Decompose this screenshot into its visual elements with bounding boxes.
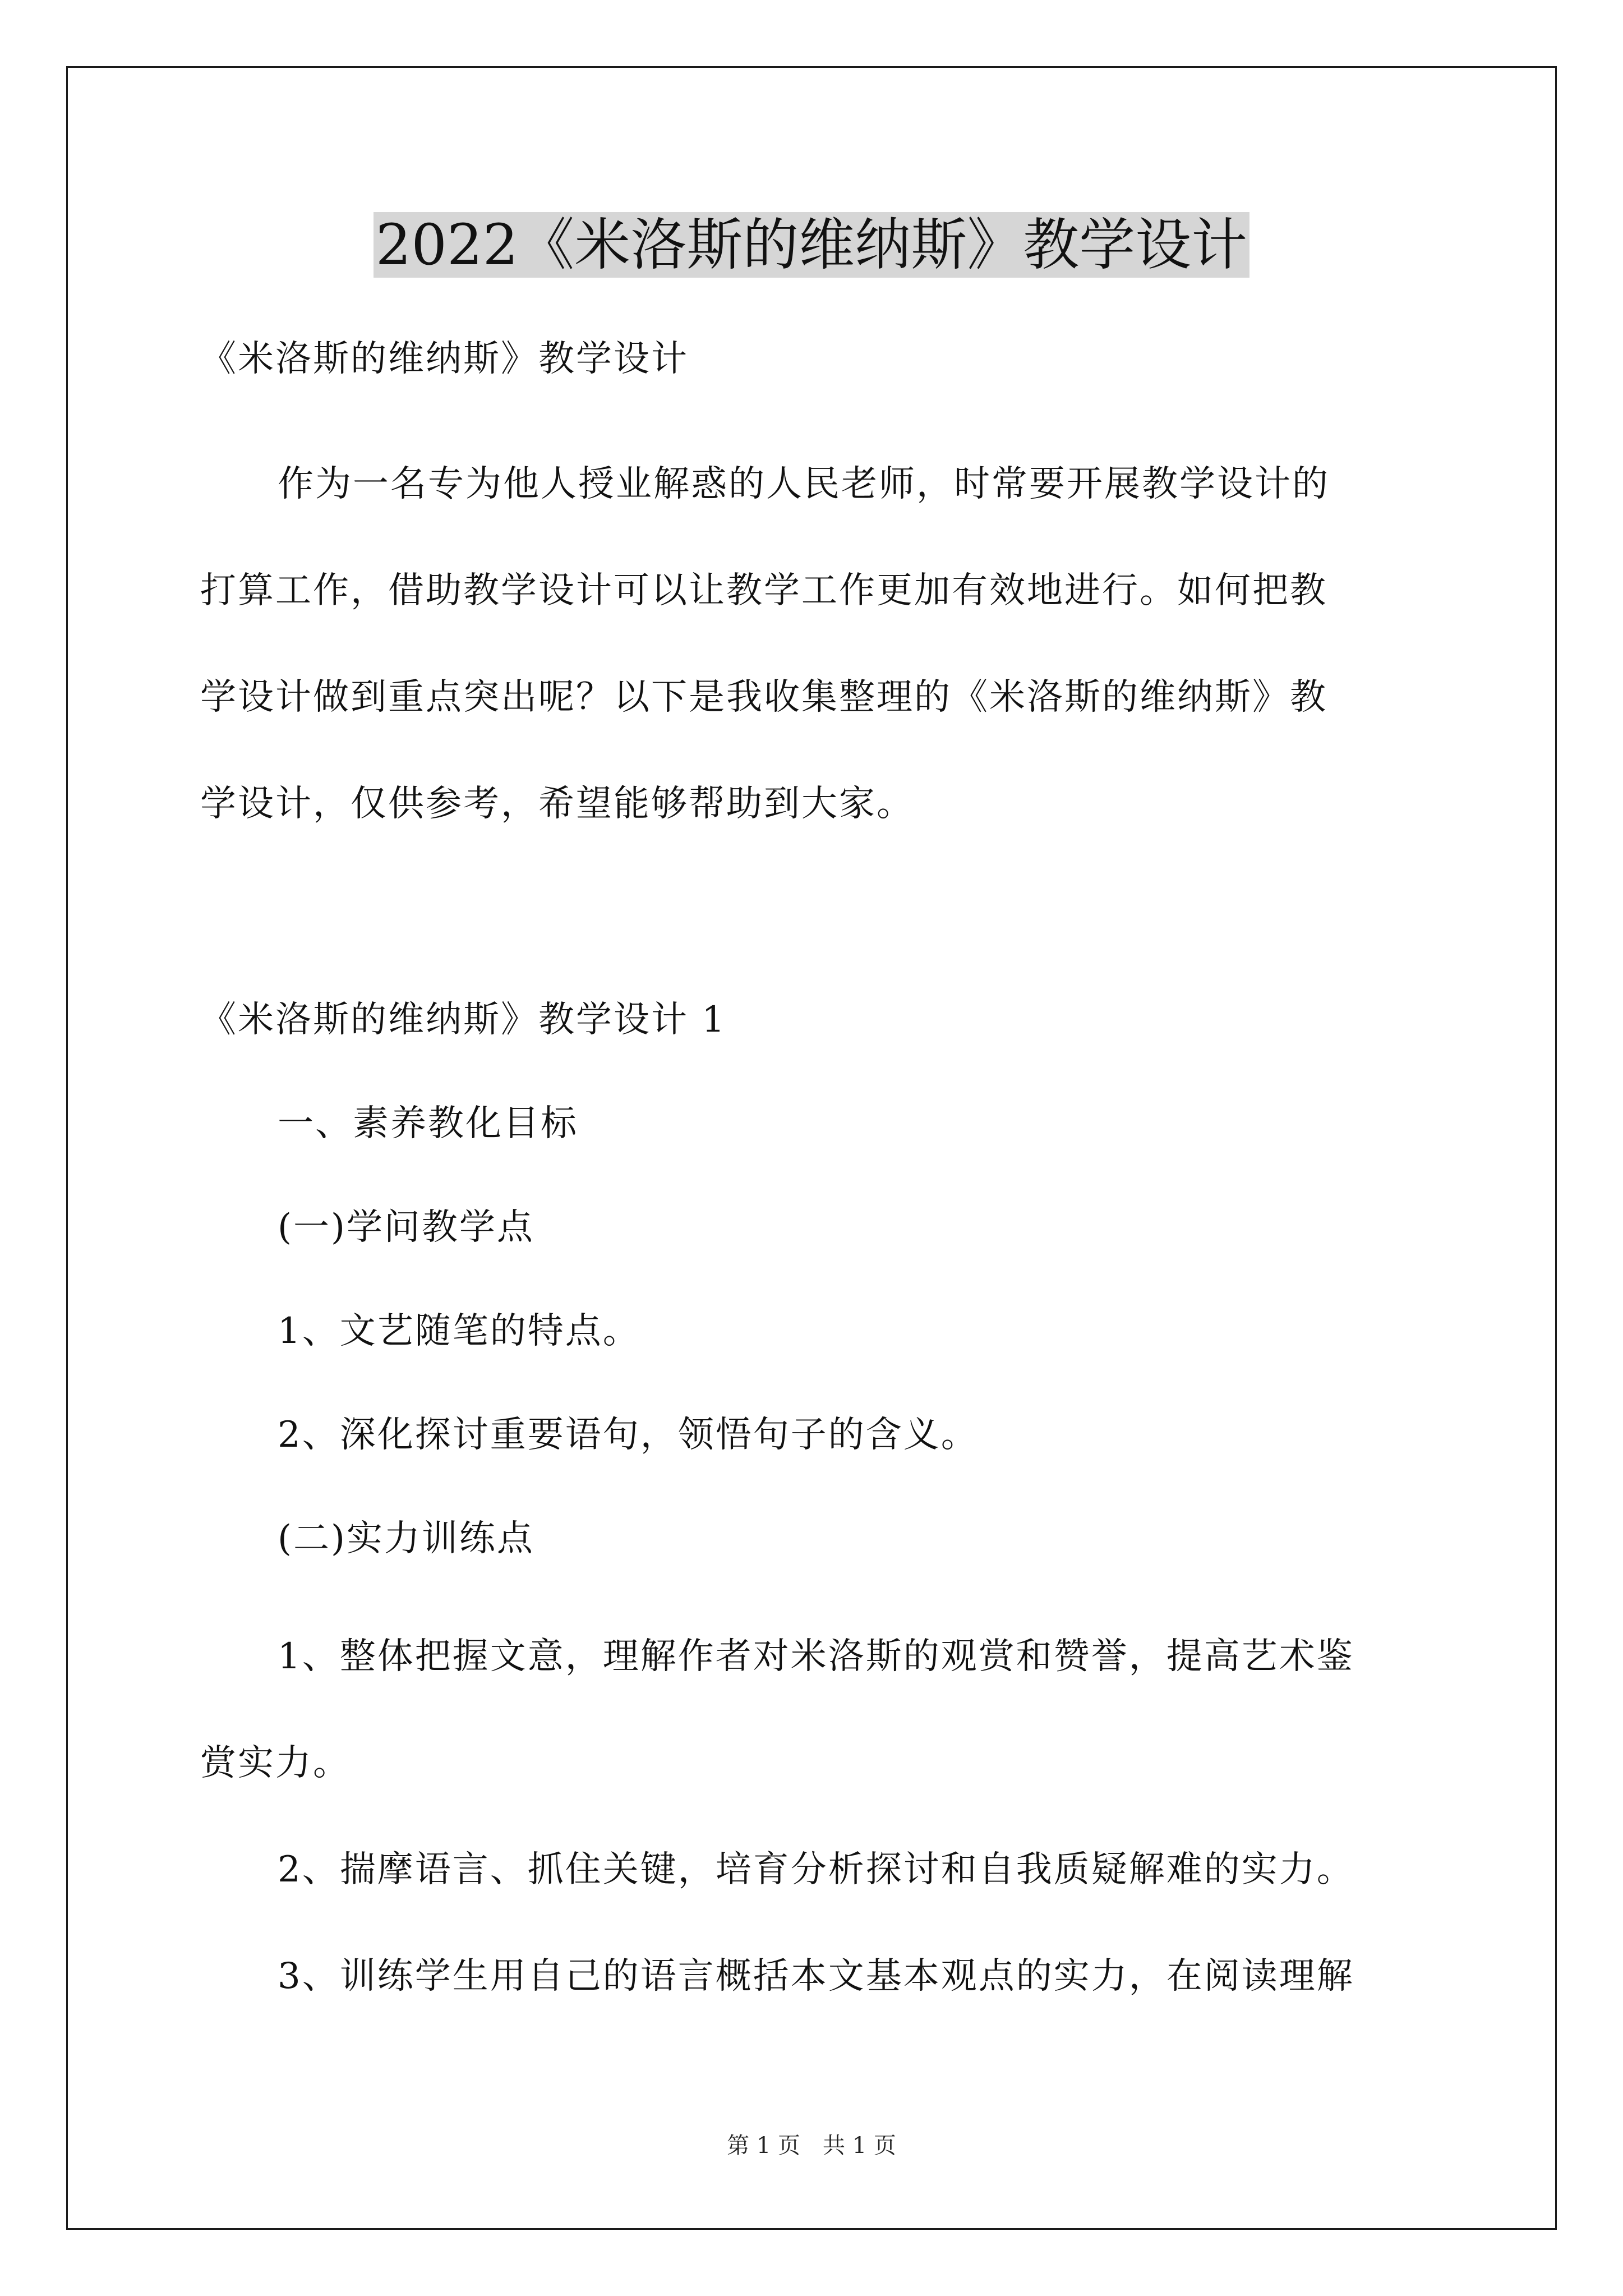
list-item: 3、训练学生用自己的语言概括本文基本观点的实力，在阅读理解 [278, 1955, 1354, 1997]
list-item: 2、深化探讨重要语句，领悟句子的含义。 [278, 1414, 979, 1456]
section-heading: 《米洛斯的维纳斯》教学设计 1 [200, 999, 727, 1041]
section-subheading: (一)学问教学点 [278, 1207, 534, 1248]
page-border [66, 66, 1557, 2230]
paragraph-line: 作为一名专为他人授业解惑的人民老师，时常要开展教学设计的 [278, 463, 1330, 505]
list-item: 2、揣摩语言、抓住关键，培育分析探讨和自我质疑解难的实力。 [278, 1849, 1354, 1890]
paragraph-line: 学设计做到重点突出呢？以下是我收集整理的《米洛斯的维纳斯》教 [200, 677, 1327, 718]
subtitle-line: 《米洛斯的维纳斯》教学设计 [200, 338, 689, 380]
list-item-continuation: 赏实力。 [200, 1742, 351, 1784]
document-title [0, 209, 1623, 282]
list-item: 1、文艺随笔的特点。 [278, 1310, 640, 1352]
page-footer: 第 1 页 共 1 页 [727, 2133, 896, 2159]
section-subheading: (二)实力训练点 [278, 1518, 534, 1559]
document-title-text: 2022《米洛斯的维纳斯》教学设计 [374, 212, 1250, 278]
paragraph-line: 学设计，仅供参考，希望能够帮助到大家。 [200, 783, 914, 825]
list-item: 1、整体把握文意，理解作者对米洛斯的观赏和赞誉，提高艺术鉴 [278, 1636, 1354, 1677]
paragraph-line: 打算工作，借助教学设计可以让教学工作更加有效地进行。如何把教 [200, 570, 1327, 611]
section-subheading: 一、素养教化目标 [278, 1103, 578, 1144]
